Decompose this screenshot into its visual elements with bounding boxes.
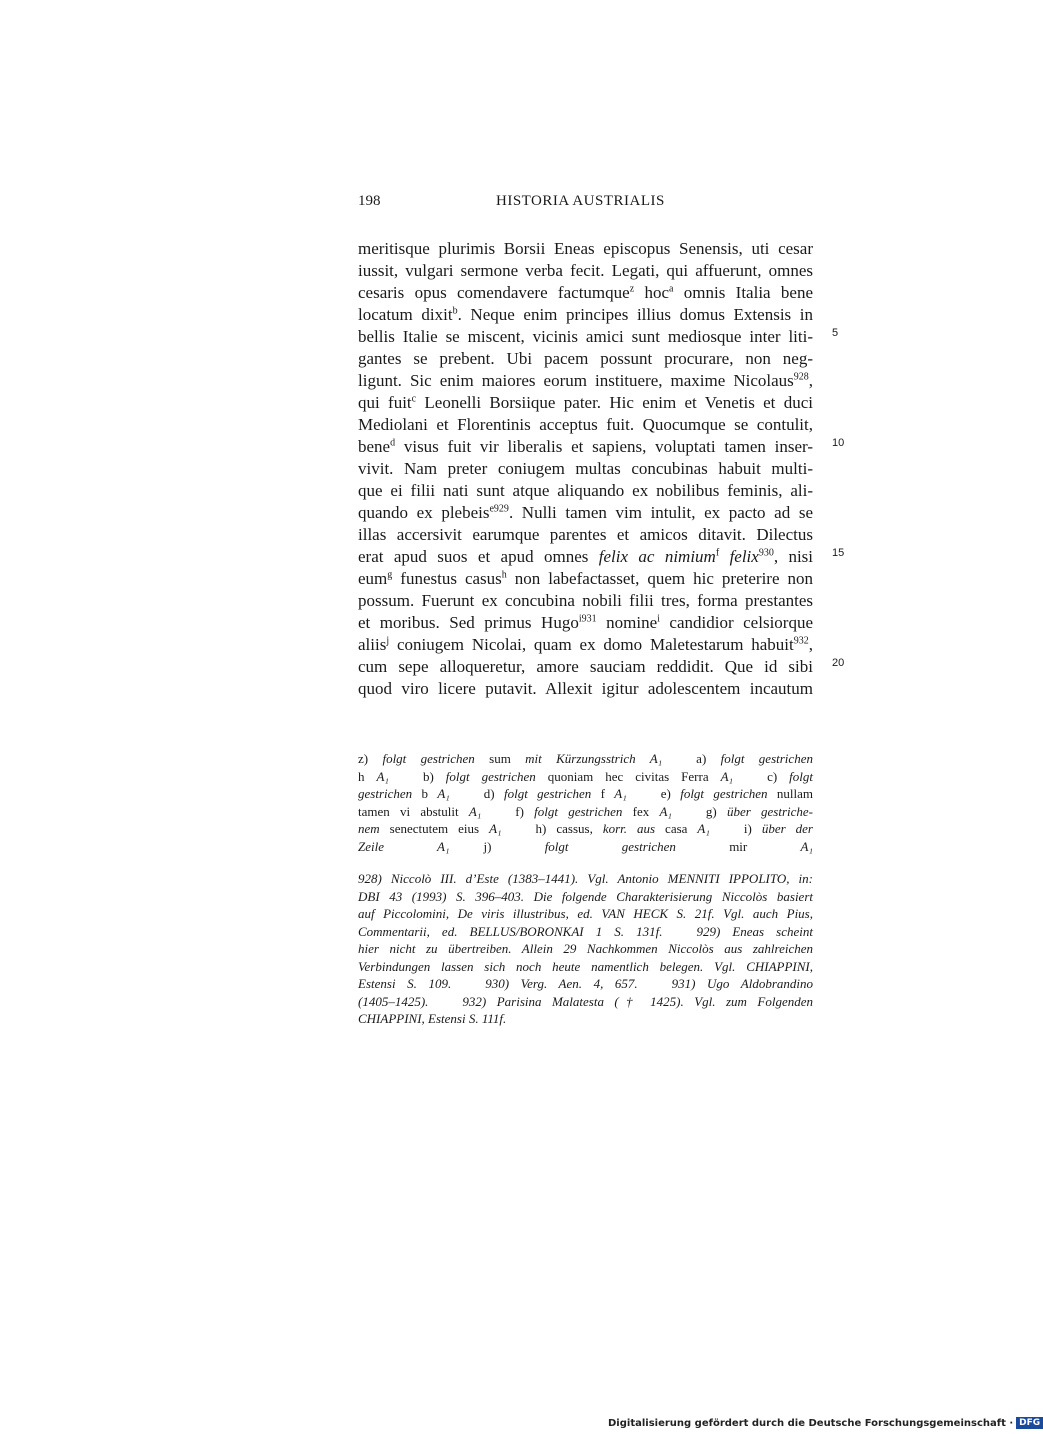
main-text-line: meritisque plurimis Borsii Eneas episcopus Senensis, uti cesar (358, 239, 813, 258)
commentary-line: CHIAPPINI, Estensi S. 111f. (358, 1011, 507, 1026)
dfg-logo: DFG (1016, 1417, 1043, 1429)
main-text-line: iussit, vulgari sermone verba fecit. Legati, qui affuerunt, omnes (358, 261, 813, 280)
commentary-line: (1405–1425). 932) Parisina Malatesta († 1425). Vgl. zum Folgenden (358, 993, 813, 1009)
commentary-line: 928) Niccolò III. d’Este (1383–1441). Vgl. Antonio MENNITI IPPOLITO, in: (358, 871, 813, 886)
footer-credit (608, 1417, 1043, 1429)
main-text-line: que ei filii nati sunt atque aliquando ex nobilibus feminis, ali- (358, 481, 813, 500)
main-text-line: cesaris opus comendavere factumque$^z$ hoc$^a$ omnis Italia bene (358, 283, 814, 302)
apparatus-line: nem senectutem eius A₁ h) cassus, korr. aus casa A₁ i) über der (358, 821, 813, 837)
main-text-line: Mediolani et Florentinis acceptus fuit. Quocumque se contulit, (358, 415, 813, 434)
commentary-line: Verbindungen lassen sich noch heute namentlich belegen. Vgl. CHIAPPINI, (358, 958, 813, 974)
main-text-line: bellis Italie se miscent, vicinis amici sunt mediosque inter liti- (358, 327, 813, 346)
main-text-line: possum. Fuerunt ex concubina nobili filii tres, forma prestantes (358, 591, 813, 610)
commentary-line: DBI 43 (1993) S. 396–403. Die folgende Charakterisierung Niccolòs basiert (358, 888, 813, 904)
page-number: 198 (358, 193, 381, 209)
main-text-line: qui fuit$^c$ Leonelli Borsiique pater. Hic enim et Venetis et duci (358, 393, 813, 412)
main-text-line: illas accersivit earumque parentes et amicos ditavit. Dilectus (358, 525, 813, 544)
main-text-line: gantes se prebent. Ubi pacem possunt procurare, non neg- (358, 349, 813, 368)
main-text-line: ligunt. Sic enim maiores eorum instituere, maxime Nicolaus$^{928}$, (358, 371, 813, 390)
main-text-line: aliis$^j$ coniugem Nicolai, quam ex domo Maletestarum habuit$^{932}$, (358, 635, 813, 654)
critical-apparatus (358, 750, 813, 856)
main-text-line: locatum dixit$^b$. Neque enim principes illius domus Extensis in (358, 305, 813, 324)
main-text-line: et moribus. Sed primus Hugo$^{i931}$ nomine$^i$ candidior celsiorque (358, 613, 813, 632)
commentary-line: Commentarii, ed. BELLUS/BORONKAI 1 S. 131f. 929) Eneas scheint (358, 923, 814, 939)
line-number-20: 20 (832, 657, 845, 669)
footer-credit-text: Digitalisierung gefördert durch die Deutsche Forschungsgemeinschaft · (608, 1417, 1014, 1429)
commentary-line: hier nicht zu übertreiben. Allein 29 Nachkommen Niccolòs aus zahlreichen (358, 941, 813, 956)
line-number-10: 10 (832, 437, 845, 449)
main-text-line: bene$^d$ visus fuit vir liberalis et sapiens, voluptati tamen inser- (358, 437, 813, 456)
line-number-15: 15 (832, 547, 845, 559)
main-text (358, 238, 813, 700)
apparatus-line: Zeile A₁ j) folgt gestrichen mir A₁ (358, 838, 813, 854)
commentary-line: Estensi S. 109. 930) Verg. Aen. 4, 657. 931) Ugo Aldobrandino (358, 976, 813, 991)
apparatus-line: tamen vi abstulit A₁ f) folgt gestrichen fex A₁ g) über gestriche- (358, 803, 813, 819)
apparatus-line: gestrichen b A₁ d) folgt gestrichen f A₁ e) folgt gestrichen nullam (358, 786, 813, 802)
main-text-line: vivit. Nam preter coniugem multas concubinas habuit multi- (358, 459, 813, 478)
main-text-line: eum$^g$ funestus casus$^h$ non labefactasset, quem hic preterire non (358, 569, 814, 588)
commentary-line: auf Piccolomini, De viris illustribus, ed. VAN HECK S. 21f. Vgl. auch Pius, (358, 906, 813, 921)
main-text-line: quando ex plebeis$^{e929}$. Nulli tamen vim intulit, ex pacto ad se (358, 503, 813, 522)
main-text-line: cum sepe alloqueretur, amore sauciam reddidit. Que id sibi (358, 657, 813, 676)
main-text-line: quod viro licere putavit. Allexit igitur adolescentem incautum (358, 679, 813, 698)
running-title: HISTORIA AUSTRIALIS (496, 193, 665, 209)
commentary-footnotes (358, 870, 813, 1028)
line-number-5: 5 (832, 327, 839, 339)
apparatus-line: z) folgt gestrichen sum mit Kürzungsstrich A₁ a) folgt gestrichen (358, 751, 813, 766)
main-text-line: erat apud suos et apud omnes felix ac nimium$^f$ felix$^{930}$, nisi (358, 547, 814, 566)
apparatus-line: h A₁ b) folgt gestrichen quoniam hec civitas Ferra A₁ c) folgt (358, 768, 813, 784)
